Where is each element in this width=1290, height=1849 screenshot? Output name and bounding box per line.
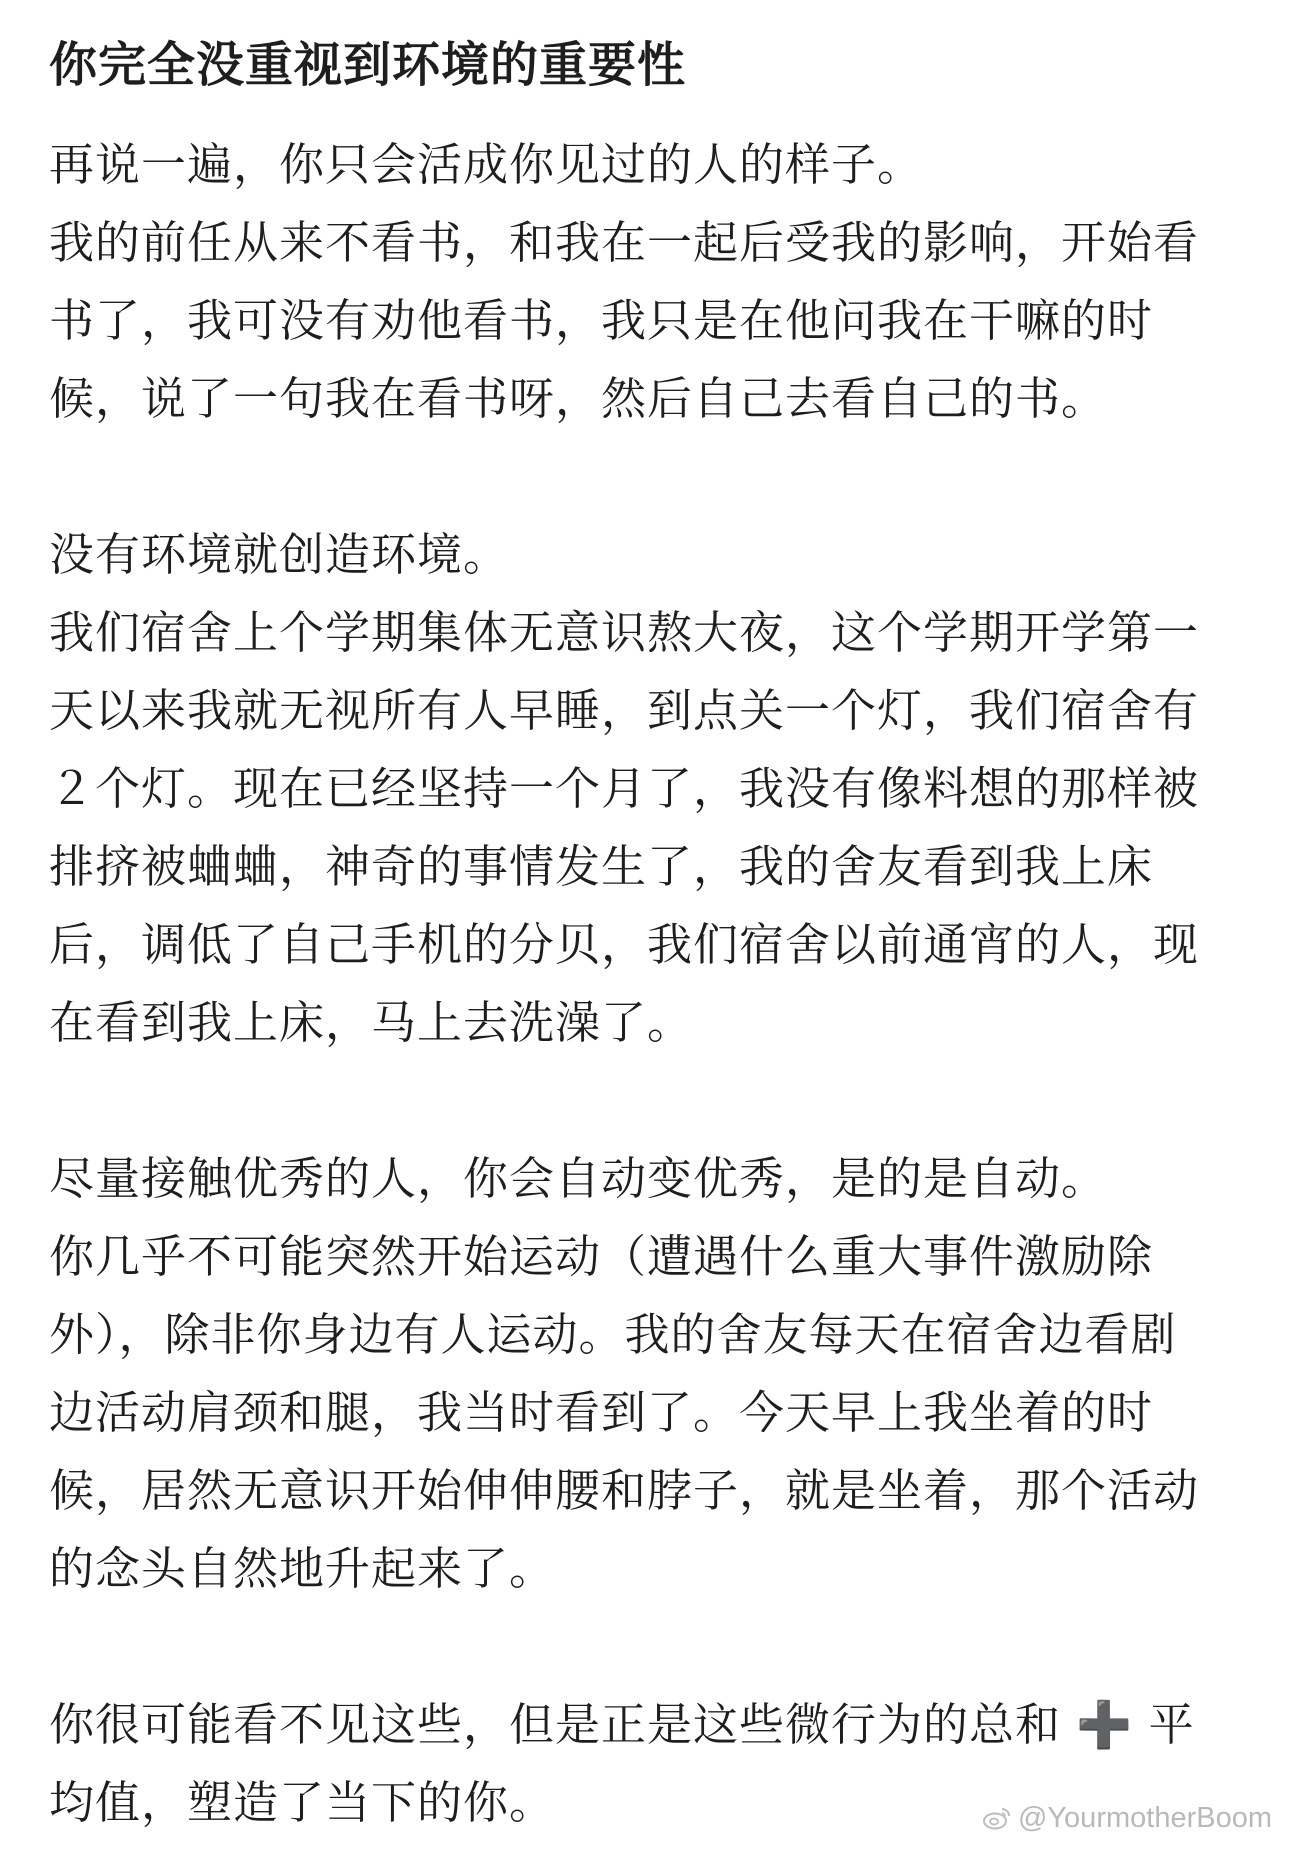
text-line: 尽量接触优秀的人，你会自动变优秀，是的是自动。 — [49, 1152, 1108, 1205]
paragraph-3 — [49, 1140, 1249, 1608]
text-segment: 你很可能看不见这些，但是正是这些微行为的总和 — [49, 1698, 1062, 1751]
text-segment: 平 — [1148, 1698, 1195, 1751]
paragraph-gap — [49, 1608, 1249, 1686]
text-line: 外），除非你身边有人运动。我的舍友每天在宿舍边看剧 — [49, 1308, 1177, 1361]
watermark — [982, 1802, 1272, 1835]
text-line: 候，居然无意识开始伸伸腰和脖子，就是坐着，那个活动 — [49, 1464, 1200, 1517]
text-line: 后，调低了自己手机的分贝，我们宿舍以前通宵的人，现 — [49, 918, 1200, 971]
text-line: 均值，塑造了当下的你。 — [49, 1776, 556, 1829]
text-line: ２个灯。现在已经坚持一个月了，我没有像料想的那样被 — [49, 762, 1200, 815]
text-line: 的念头自然地升起来了。 — [49, 1542, 556, 1595]
text-line: 在看到我上床，马上去洗澡了。 — [49, 996, 694, 1049]
paragraph-gap — [49, 1062, 1249, 1140]
watermark-text: @YourmotherBoom — [1017, 1802, 1272, 1834]
text-line: 边活动肩颈和腿，我当时看到了。今天早上我坐着的时 — [49, 1386, 1154, 1439]
paragraph-2 — [49, 516, 1249, 1062]
text-line: 你几乎不可能突然开始运动（遭遇什么重大事件激励除 — [49, 1230, 1154, 1283]
post-title: 你完全没重视到环境的重要性 — [49, 37, 687, 93]
paragraph-1 — [49, 126, 1249, 438]
plus-icon: ➕ — [1076, 1698, 1134, 1751]
text-line: 书了，我可没有劝他看书，我只是在他问我在干嘛的时 — [49, 294, 1154, 347]
text-line — [49, 1686, 1249, 1764]
text-line: 没有环境就创造环境。 — [49, 528, 510, 581]
text-line: 天以来我就无视所有人早睡，到点关一个灯，我们宿舍有 — [49, 684, 1200, 737]
text-line: 我们宿舍上个学期集体无意识熬大夜，这个学期开学第一 — [49, 606, 1200, 659]
text-line: 候，说了一句我在看书呀，然后自己去看自己的书。 — [49, 372, 1108, 425]
text-line: 再说一遍，你只会活成你见过的人的样子。 — [49, 138, 924, 191]
text-line: 我的前任从来不看书，和我在一起后受我的影响，开始看 — [49, 216, 1200, 269]
weibo-icon — [982, 1806, 1012, 1830]
text-line: 排挤被蛐蛐，神奇的事情发生了，我的舍友看到我上床 — [49, 840, 1154, 893]
paragraph-gap — [49, 438, 1249, 516]
post-body — [49, 30, 1249, 1842]
